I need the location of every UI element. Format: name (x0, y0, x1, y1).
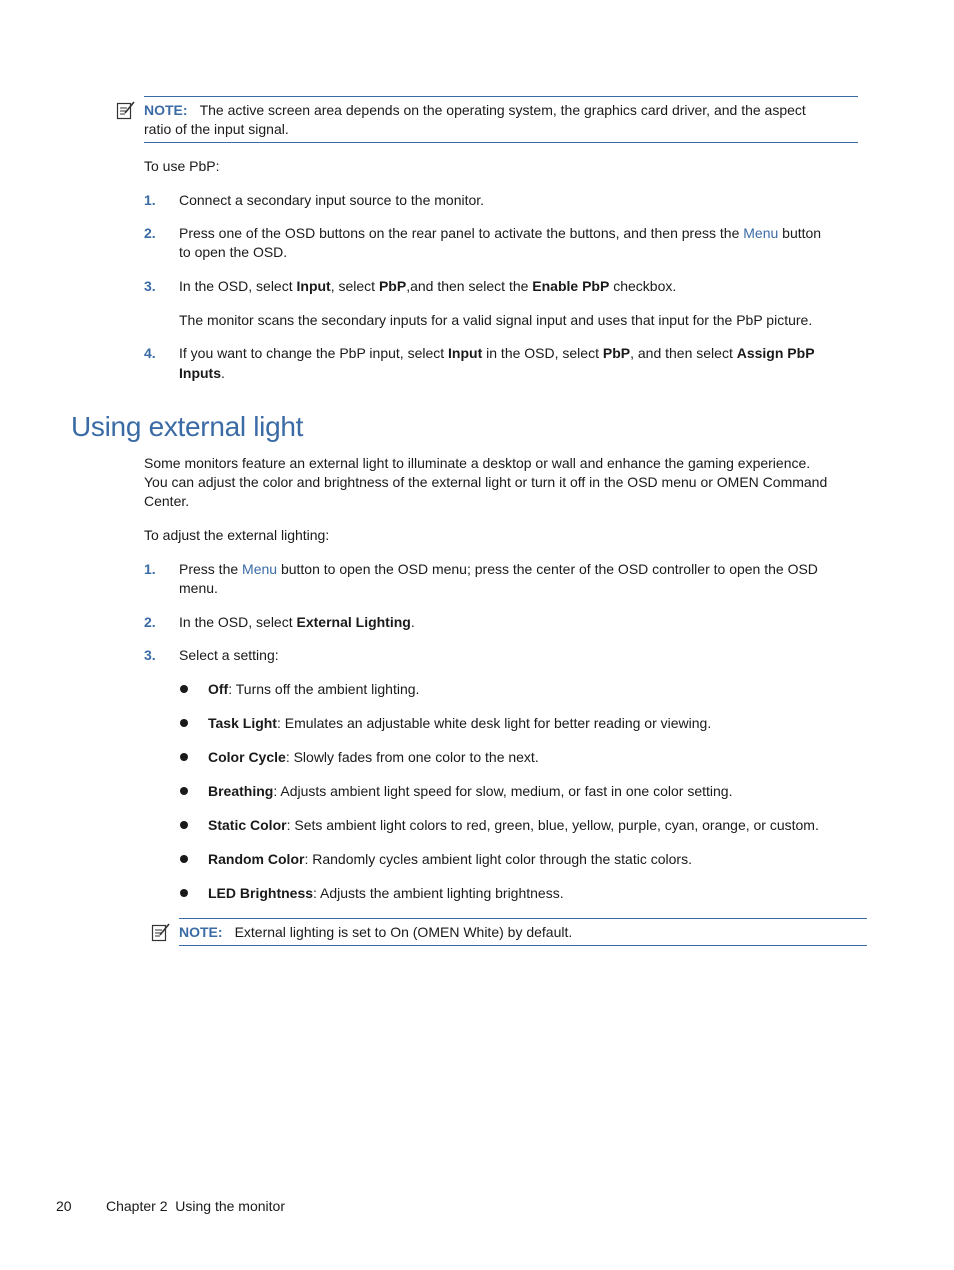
list-item (208, 782, 732, 801)
bullet-dot (180, 753, 188, 761)
setting-desc: : Randomly cycles ambient light color through the static colors. (304, 851, 692, 867)
step-text-part: In the OSD, select (179, 614, 297, 630)
step-text-line2 (179, 364, 225, 383)
list-item (208, 816, 819, 835)
setting-term: Off (208, 681, 229, 697)
note-text-line1: The active screen area depends on the operating system, the graphics card driver, and the aspect (199, 102, 806, 118)
setting-desc: : Turns off the ambient lighting. (228, 681, 420, 697)
setting-desc: : Emulates an adjustable white desk light for better reading or viewing. (276, 715, 712, 731)
bullet-dot (180, 719, 188, 727)
setting-desc: : Adjusts ambient light speed for slow, medium, or fast in one color setting. (273, 783, 733, 799)
paragraph-line: Some monitors feature an external light to illuminate a desktop or wall and enhance the gaming experience. (144, 455, 811, 471)
setting-term: Static Color (208, 817, 287, 833)
step-text: Connect a secondary input source to the monitor. (179, 192, 485, 208)
step-text-part: button (778, 225, 822, 241)
step-text-part: ,and then select the (406, 278, 533, 294)
ui-term: Inputs (179, 365, 221, 381)
step-subtext: The monitor scans the secondary inputs for a valid signal input and uses that input for the PbP picture. (179, 312, 813, 328)
note-icon (151, 922, 171, 942)
step-number: 1. (144, 192, 156, 208)
menu-button-term: Menu (743, 225, 779, 241)
step-text-part: . (410, 614, 415, 630)
bullet-dot (180, 821, 188, 829)
step-text-part: If you want to change the PbP input, select (179, 345, 449, 361)
step-number: 3. (144, 647, 156, 663)
step-text-line2: to open the OSD. (179, 244, 288, 260)
list-item (208, 748, 539, 767)
step-text-part: button to open the OSD menu; press the center of the OSD controller to open the OSD (277, 561, 818, 577)
note-icon (116, 100, 136, 120)
bullet-dot (180, 855, 188, 863)
section-heading: Using external light (71, 411, 304, 442)
setting-desc: : Slowly fades from one color to the next. (285, 749, 539, 765)
ui-term: External Lighting (296, 614, 411, 630)
step-text-part: , and then select (630, 345, 737, 361)
note-label: NOTE: (144, 102, 188, 118)
note-text: External lighting is set to On (OMEN White) by default. (234, 924, 573, 940)
step-text (179, 224, 821, 243)
page-number: 20 (56, 1198, 72, 1214)
step-text-part: . (221, 365, 225, 381)
pbp-intro: To use PbP: (144, 158, 220, 174)
ui-term: Enable PbP (532, 278, 610, 294)
bullet-dot (180, 889, 188, 897)
setting-term: Breathing (208, 783, 274, 799)
ui-term: Input (296, 278, 331, 294)
ui-term: PbP (602, 345, 631, 361)
step-number: 1. (144, 561, 156, 577)
step-text-part: Press one of the OSD buttons on the rear panel to activate the buttons, and then press the (179, 225, 744, 241)
ui-term: PbP (378, 278, 407, 294)
setting-term: LED Brightness (208, 885, 314, 901)
step-text-part: checkbox. (609, 278, 677, 294)
setting-term: Random Color (208, 851, 305, 867)
step-text-part: In the OSD, select (179, 278, 297, 294)
bullet-dot (180, 787, 188, 795)
step-text (179, 613, 415, 632)
step-text-part: Press the (179, 561, 243, 577)
list-item (208, 884, 564, 903)
step-number: 2. (144, 225, 156, 241)
step-text (179, 277, 676, 296)
step-text (179, 560, 818, 579)
note-text-line2: ratio of the input signal. (144, 121, 289, 137)
setting-desc: : Adjusts the ambient lighting brightness. (313, 885, 564, 901)
setting-term: Task Light (208, 715, 277, 731)
footer-chapter: Chapter 2 Using the monitor (106, 1198, 285, 1214)
note-box (144, 96, 858, 143)
step-number: 2. (144, 614, 156, 630)
list-item (208, 714, 711, 733)
step-text (179, 344, 815, 363)
step-text-line2: menu. (179, 580, 218, 596)
ui-term: Input (448, 345, 483, 361)
step-number: 4. (144, 345, 156, 361)
section-intro: To adjust the external lighting: (144, 527, 330, 543)
step-number: 3. (144, 278, 156, 294)
step-text-part: in the OSD, select (482, 345, 603, 361)
paragraph-line: Center. (144, 493, 190, 509)
paragraph-line: You can adjust the color and brightness of the external light or turn it off in the OSD menu or OMEN Command (144, 474, 828, 490)
setting-term: Color Cycle (208, 749, 286, 765)
bullet-dot (180, 685, 188, 693)
list-item (208, 680, 419, 699)
step-text-part: , select (330, 278, 379, 294)
step-text: Select a setting: (179, 647, 279, 663)
list-item (208, 850, 692, 869)
setting-desc: : Sets ambient light colors to red, green, blue, yellow, purple, cyan, orange, or custom. (286, 817, 819, 833)
ui-term: Assign PbP (736, 345, 815, 361)
note-label: NOTE: (179, 924, 223, 940)
note-box (179, 918, 867, 946)
menu-button-term: Menu (242, 561, 278, 577)
